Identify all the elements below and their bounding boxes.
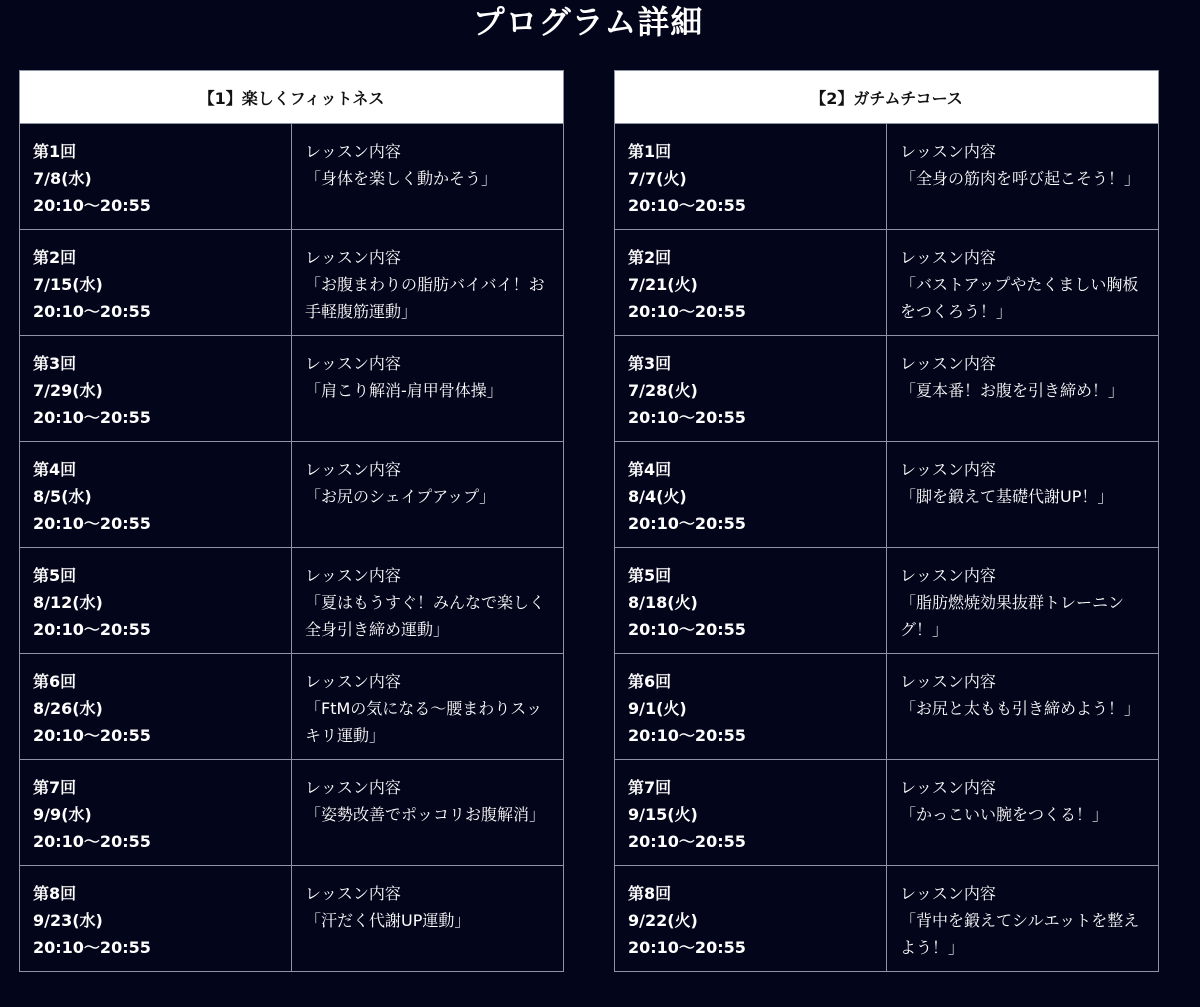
lesson-content: 「お腹まわりの脂肪バイバイ！お手軽腹筋運動」: [305, 275, 545, 321]
session-time: 20:10〜20:55: [33, 514, 151, 533]
lesson-content-label: レッスン内容: [900, 460, 996, 479]
session-date-cell: [615, 548, 887, 654]
session-date: 8/4(火): [628, 487, 687, 506]
lesson-content-label: レッスン内容: [900, 778, 996, 797]
lesson-content-label: レッスン内容: [305, 460, 401, 479]
session-content-cell: [887, 124, 1159, 230]
session-date-cell: [615, 336, 887, 442]
session-content-cell: [292, 230, 564, 336]
session-round: 第1回: [33, 142, 77, 161]
session-content-cell: [292, 124, 564, 230]
session-content-cell: [887, 336, 1159, 442]
session-date: 9/23(水): [33, 911, 103, 930]
table-row: [20, 230, 564, 336]
course-table-fitness: [19, 70, 564, 972]
session-round: 第8回: [628, 884, 672, 903]
session-date-cell: [20, 124, 292, 230]
session-time: 20:10〜20:55: [33, 302, 151, 321]
lesson-content-label: レッスン内容: [900, 142, 996, 161]
table-row: [615, 548, 1159, 654]
session-date-cell: [615, 124, 887, 230]
lesson-content-label: レッスン内容: [305, 672, 401, 691]
lesson-content: 「バストアップやたくましい胸板をつくろう！」: [900, 275, 1139, 321]
lesson-content-label: レッスン内容: [900, 248, 996, 267]
table-row: [20, 124, 564, 230]
lesson-content-label: レッスン内容: [305, 248, 401, 267]
session-date: 7/15(水): [33, 275, 103, 294]
session-round: 第8回: [33, 884, 77, 903]
session-date: 9/9(水): [33, 805, 92, 824]
session-date-cell: [615, 760, 887, 866]
session-time: 20:10〜20:55: [33, 408, 151, 427]
lesson-content: 「姿勢改善でポッコリお腹解消」: [305, 805, 546, 824]
table-row: [20, 442, 564, 548]
session-date: 8/26(水): [33, 699, 103, 718]
session-round: 第2回: [33, 248, 77, 267]
session-round: 第3回: [628, 354, 672, 373]
table-row: [20, 548, 564, 654]
session-date-cell: [20, 866, 292, 972]
session-content-cell: [887, 866, 1159, 972]
session-date: 8/5(水): [33, 487, 92, 506]
session-round: 第7回: [628, 778, 672, 797]
session-time: 20:10〜20:55: [33, 726, 151, 745]
session-content-cell: [887, 230, 1159, 336]
session-date-cell: [615, 654, 887, 760]
lesson-content-label: レッスン内容: [305, 142, 401, 161]
session-content-cell: [887, 654, 1159, 760]
lesson-content-label: レッスン内容: [900, 884, 996, 903]
session-content-cell: [887, 442, 1159, 548]
session-round: 第6回: [628, 672, 672, 691]
table-row: [615, 124, 1159, 230]
session-date: 7/21(火): [628, 275, 698, 294]
table-row: [20, 866, 564, 972]
session-date: 7/28(火): [628, 381, 698, 400]
lesson-content-label: レッスン内容: [305, 566, 401, 585]
table-row: [20, 336, 564, 442]
session-date-cell: [20, 548, 292, 654]
session-round: 第5回: [628, 566, 672, 585]
page-title: プログラム詳細: [472, 3, 704, 41]
session-round: 第2回: [628, 248, 672, 267]
session-date-cell: [20, 760, 292, 866]
session-round: 第5回: [33, 566, 77, 585]
lesson-content-label: レッスン内容: [900, 566, 996, 585]
lesson-content: 「全身の筋肉を呼び起こそう！」: [900, 169, 1141, 188]
session-round: 第4回: [33, 460, 77, 479]
session-date-cell: [20, 654, 292, 760]
lesson-content-label: レッスン内容: [900, 354, 996, 373]
session-round: 第1回: [628, 142, 672, 161]
session-content-cell: [292, 760, 564, 866]
lesson-content-label: レッスン内容: [305, 778, 401, 797]
session-content-cell: [292, 336, 564, 442]
lesson-content: 「肩こり解消-肩甲骨体操」: [305, 381, 503, 400]
lesson-content-label: レッスン内容: [305, 884, 401, 903]
table-row: [20, 760, 564, 866]
lesson-content: 「身体を楽しく動かそう」: [305, 169, 498, 188]
session-date-cell: [20, 442, 292, 548]
session-time: 20:10〜20:55: [628, 832, 746, 851]
session-date: 8/18(火): [628, 593, 698, 612]
session-time: 20:10〜20:55: [33, 196, 151, 215]
session-content-cell: [887, 760, 1159, 866]
lesson-content-label: レッスン内容: [900, 672, 996, 691]
lesson-content: 「お尻のシェイプアップ」: [305, 487, 496, 506]
session-time: 20:10〜20:55: [628, 196, 746, 215]
table-row: [20, 654, 564, 760]
table-row: [615, 866, 1159, 972]
course-header-row: [615, 71, 1159, 124]
table-row: [615, 760, 1159, 866]
session-round: 第7回: [33, 778, 77, 797]
table-row: [615, 230, 1159, 336]
lesson-content: 「お尻と太もも引き締めよう！」: [900, 699, 1141, 718]
session-content-cell: [292, 654, 564, 760]
session-date-cell: [20, 230, 292, 336]
session-time: 20:10〜20:55: [628, 514, 746, 533]
session-date: 9/22(火): [628, 911, 698, 930]
session-time: 20:10〜20:55: [628, 302, 746, 321]
session-content-cell: [887, 548, 1159, 654]
course-title: 【1】楽しくフィットネス: [20, 71, 564, 124]
session-round: 第3回: [33, 354, 77, 373]
course-header-row: [20, 71, 564, 124]
lesson-content: 「脚を鍛えて基礎代謝UP！」: [900, 487, 1114, 506]
table-row: [615, 654, 1159, 760]
lesson-content-label: レッスン内容: [305, 354, 401, 373]
session-date: 9/1(火): [628, 699, 687, 718]
session-date-cell: [615, 866, 887, 972]
table-row: [615, 442, 1159, 548]
session-date: 7/8(水): [33, 169, 92, 188]
session-date-cell: [615, 230, 887, 336]
lesson-content: 「夏本番！お腹を引き締め！」: [900, 381, 1125, 400]
session-date-cell: [20, 336, 292, 442]
lesson-content: 「汗だく代謝UP運動」: [305, 911, 471, 930]
table-row: [615, 336, 1159, 442]
session-date: 9/15(火): [628, 805, 698, 824]
session-time: 20:10〜20:55: [628, 408, 746, 427]
session-content-cell: [292, 548, 564, 654]
session-time: 20:10〜20:55: [628, 726, 746, 745]
session-date: 7/29(水): [33, 381, 103, 400]
session-date-cell: [615, 442, 887, 548]
session-time: 20:10〜20:55: [33, 832, 151, 851]
session-time: 20:10〜20:55: [628, 938, 746, 957]
session-content-cell: [292, 866, 564, 972]
session-time: 20:10〜20:55: [33, 938, 151, 957]
session-content-cell: [292, 442, 564, 548]
session-date: 7/7(火): [628, 169, 687, 188]
session-round: 第6回: [33, 672, 77, 691]
lesson-content: 「背中を鍛えてシルエットを整えよう！」: [900, 911, 1140, 957]
course-title: 【2】ガチムチコース: [615, 71, 1159, 124]
lesson-content: 「FtMの気になる〜腰まわりスッキリ運動」: [305, 699, 543, 745]
lesson-content: 「かっこいい腕をつくる！」: [900, 805, 1109, 824]
lesson-content: 「夏はもうすぐ！みんなで楽しく全身引き締め運動」: [305, 593, 546, 639]
session-time: 20:10〜20:55: [33, 620, 151, 639]
session-date: 8/12(水): [33, 593, 103, 612]
course-table-gachimuchi: [614, 70, 1159, 972]
session-time: 20:10〜20:55: [628, 620, 746, 639]
session-round: 第4回: [628, 460, 672, 479]
lesson-content: 「脂肪燃焼効果抜群トレーニング！」: [900, 593, 1125, 639]
